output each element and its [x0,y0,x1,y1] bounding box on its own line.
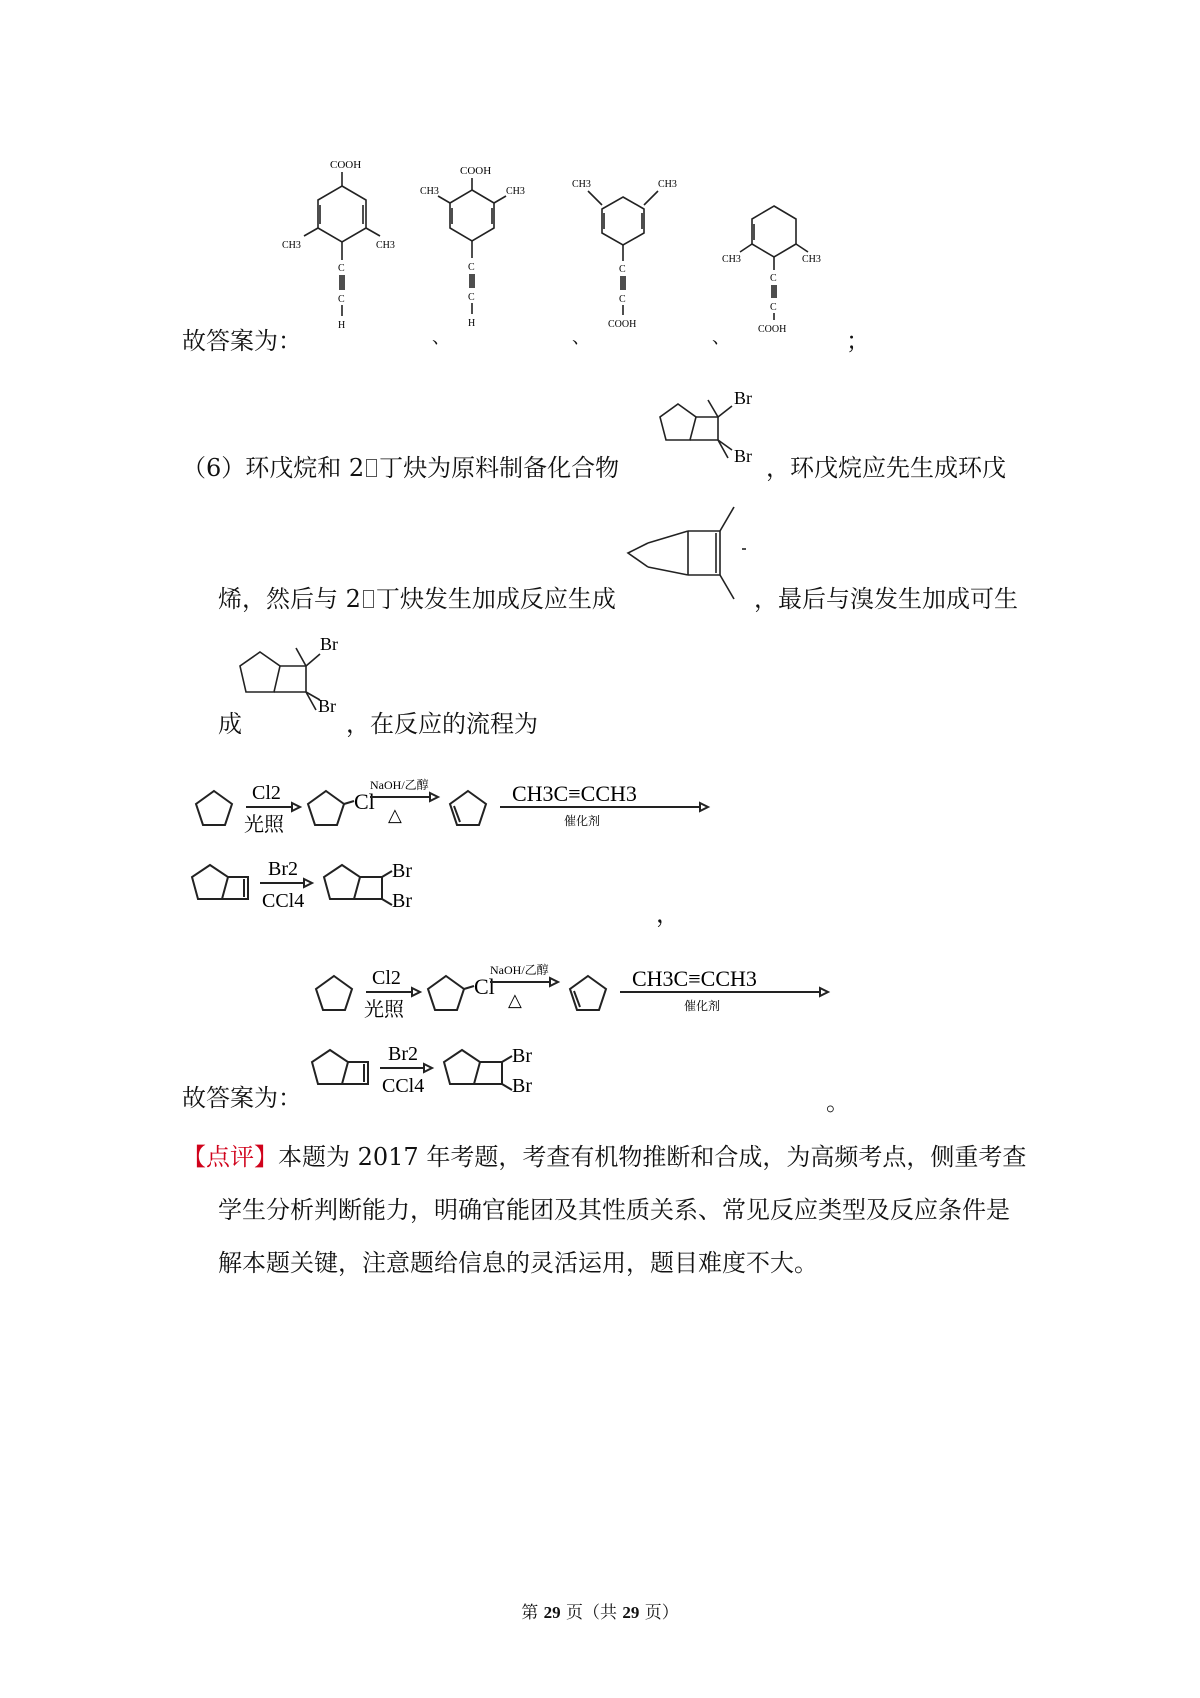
svg-text:CH3: CH3 [506,186,525,197]
svg-text:Br: Br [512,1075,532,1097]
svg-text:Br: Br [392,860,412,882]
semicolon: ； [846,327,870,355]
answer-prefix-2: 故答案为： [182,1084,302,1112]
page-footer: 第 29 页（共 29 页） [521,1603,679,1623]
svg-text:Cl2: Cl2 [372,967,401,989]
svg-text:CH3: CH3 [658,179,677,190]
svg-text:Br2: Br2 [268,858,298,880]
para6-line1-end: ，环戊烷应先生成环戊 [766,454,1006,482]
comment-line1: 【点评】本题为 2017 年考题，考查有机物推断和合成，为高频考点，侧重考查 [182,1143,1027,1171]
svg-text:H: H [468,318,476,329]
comment-tag: 【点评】 [182,1143,278,1171]
svg-text:C: C [619,294,626,305]
scheme-comma: ， [656,900,680,928]
missing-char-box [363,590,374,608]
structure-2 [420,160,570,350]
svg-text:Br: Br [392,890,412,912]
svg-text:COOH: COOH [330,159,362,171]
reaction-scheme-2 [300,960,840,1110]
svg-text:CH3: CH3 [802,254,821,265]
svg-text:光照: 光照 [364,999,404,1021]
svg-text:CH3: CH3 [722,254,741,265]
svg-text:Br: Br [734,388,752,408]
svg-text:光照: 光照 [244,814,284,836]
svg-text:Br: Br [320,634,338,654]
separator-3: 、 [712,327,730,348]
svg-text:C: C [770,302,777,313]
svg-text:Cl2: Cl2 [252,782,281,804]
structure-3 [572,175,708,350]
answer-prefix-1: 故答案为： [182,327,302,355]
svg-text:C: C [770,273,777,284]
para6-line2-end: ，最后与溴发生加成可生 [754,585,1018,613]
svg-text:CH3: CH3 [282,240,301,251]
svg-text:COOH: COOH [608,319,637,330]
svg-text:催化剂: 催化剂 [564,814,601,828]
svg-text:NaOH/乙醇: NaOH/乙醇 [370,778,429,792]
svg-text:CH3C≡CCH3: CH3C≡CCH3 [632,966,757,991]
svg-text:NaOH/乙醇: NaOH/乙醇 [490,963,549,977]
svg-text:COOH: COOH [758,324,787,335]
separator-1: 、 [432,327,450,348]
comment-line3: 解本题关键，注意题给信息的灵活运用，题目难度不大。 [218,1249,818,1277]
svg-text:CH3: CH3 [420,186,439,197]
comment-line2: 学生分析判断能力，明确官能团及其性质关系、常见反应类型及反应条件是 [218,1196,1010,1224]
target-dibromide-2 [232,630,352,730]
svg-text:COOH: COOH [460,165,492,177]
para6-line3-a: 成 [218,710,242,738]
svg-text:Cl: Cl [474,974,495,999]
para6-line2: 烯，然后与 2 丁炔发生加成反应生成 [218,585,616,613]
svg-text:CH3C≡CCH3: CH3C≡CCH3 [512,781,637,806]
intermediate-cyclobutene [620,495,760,605]
svg-text:C: C [619,264,626,275]
separator-2: 、 [572,327,590,348]
svg-text:△: △ [388,805,402,825]
structure-1 [282,150,430,350]
para6-line3-b: ，在反应的流程为 [346,710,538,738]
svg-text:C: C [468,262,475,273]
para6-line1: （6）环戊烷和 2 丁炔为原料制备化合物 [182,454,620,482]
svg-text:Cl: Cl [354,789,375,814]
structure-4 [724,200,844,350]
svg-text:C: C [468,292,475,303]
svg-text:H: H [338,320,346,331]
missing-char-box [366,459,377,477]
svg-text:Br2: Br2 [388,1043,418,1065]
svg-text:CCl4: CCl4 [262,890,305,912]
reaction-scheme-1 [180,775,720,925]
svg-text:△: △ [508,990,522,1010]
svg-text:Br: Br [512,1045,532,1067]
svg-text:C: C [338,294,345,305]
svg-text:C: C [338,263,345,274]
svg-text:Br: Br [734,446,752,466]
svg-text:CH3: CH3 [376,240,395,251]
target-dibromide-1 [648,380,768,480]
svg-text:Br: Br [318,696,336,716]
svg-text:CCl4: CCl4 [382,1075,425,1097]
final-period: 。 [826,1088,850,1116]
svg-text:催化剂: 催化剂 [684,999,721,1013]
svg-text:CH3: CH3 [572,179,591,190]
